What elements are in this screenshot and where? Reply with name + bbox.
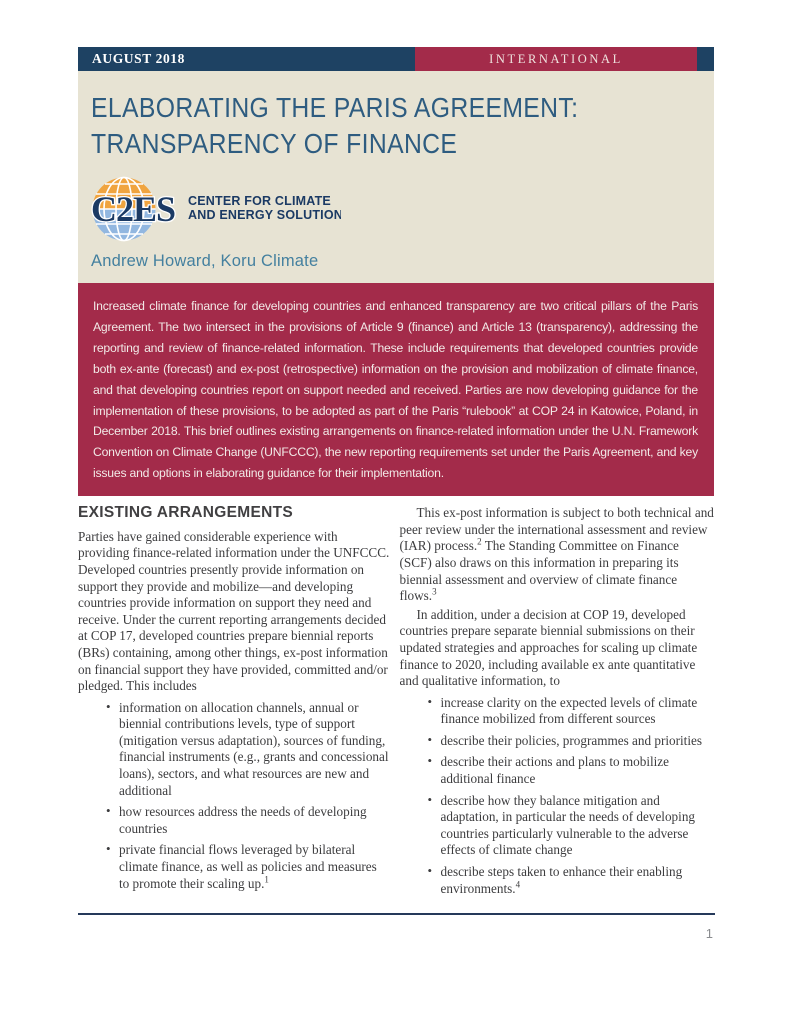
list-item bbox=[400, 864, 715, 897]
bullet-text: how resources address the needs of developing countries bbox=[119, 804, 367, 836]
section-heading: EXISTING ARRANGEMENTS bbox=[78, 504, 293, 522]
abstract-box bbox=[78, 283, 714, 496]
bullet-icon: • bbox=[427, 693, 433, 709]
paragraph-text: The Standing Committee on Finance (SCF) also draws on this information in preparing its biennial assessment and overview of climate finance flows. bbox=[399, 538, 679, 604]
footnote-ref: 2 bbox=[477, 536, 482, 547]
list-item bbox=[400, 695, 715, 728]
bullet-icon: • bbox=[427, 753, 433, 769]
logo-org-line1: CENTER FOR CLIMATE bbox=[188, 194, 331, 208]
list-item bbox=[78, 842, 390, 892]
abstract-text: Increased climate finance for developing countries and enhanced transparency are two critical pillars of the Paris Agreement. The two intersect in the provisions of Article 9 (finance) and Article 13 (transparency), addressing the reporting and review of finance-related information. These include requirements that developed countries provide both ex-ante (forecast) and ex-post (retrospective) information on the provision and mobilization of climate finance, and that developing countries report on support needed and received. Parties are now developing guidance for the implementation of these provisions, to be adopted as part of the Paris “rulebook” at COP 24 in Katowice, Poland, in December 2018. This brief outlines existing arrangements on finance-related information under the U.N. Framework Convention on Climate Change (UNFCCC), the new reporting requirements set under the Paris Agreement, and key issues and options in elaborating guidance for their implementation. bbox=[93, 299, 698, 481]
list-item bbox=[78, 804, 390, 837]
left-column bbox=[78, 505, 390, 902]
bullet-text: increase clarity on the expected levels of climate finance mobilized from different sources bbox=[440, 694, 698, 727]
logo-org-line2: AND ENERGY SOLUTIONS bbox=[188, 208, 341, 222]
bullet-text: describe their actions and plans to mobilize additional finance bbox=[440, 754, 670, 787]
byline: Andrew Howard, Koru Climate bbox=[91, 252, 319, 270]
left-paragraph: Parties have gained considerable experience with providing finance-related information under the UNFCCC. Developed countries presently provide information on support they provide and mobilize—and developing countries provide information on support they need and receive. Under the current reporting arrangements decided at COP 17, developed countries prepare biennial reports (BRs) containing, among other things, ex-post information on financial support they have provided, committed and/or pledged. This includes bbox=[78, 528, 390, 694]
right-bullet-list bbox=[400, 695, 715, 898]
bullet-icon: • bbox=[427, 731, 433, 747]
footnote-ref: 4 bbox=[515, 879, 521, 890]
list-item bbox=[400, 754, 715, 787]
bullet-text: describe their policies, programmes and priorities bbox=[440, 732, 702, 748]
masthead-category: INTERNATIONAL bbox=[415, 47, 697, 71]
masthead-date: AUGUST 2018 bbox=[78, 47, 415, 71]
page-title-line2: TRANSPARENCY OF FINANCE bbox=[91, 128, 458, 159]
footer-rule bbox=[78, 913, 715, 915]
list-item bbox=[400, 793, 715, 859]
masthead-end-block bbox=[697, 47, 714, 71]
c2es-globe-icon bbox=[91, 176, 341, 242]
masthead-bar bbox=[78, 47, 714, 71]
list-item bbox=[400, 733, 715, 750]
bullet-text: describe how they balance mitigation and adaptation, in particular the needs of developing countries particularly vulnerable to the adverse effects of climate change bbox=[440, 792, 696, 858]
c2es-logo bbox=[91, 176, 700, 242]
bullet-text: private financial flows leveraged by bilateral climate finance, as well as policies and measures to promote their scaling up. bbox=[119, 842, 377, 891]
list-item bbox=[78, 700, 390, 800]
right-paragraph-2: In addition, under a decision at COP 19, developed countries prepare separate biennial submissions on their updated strategies and approaches for scaling up climate finance to 2020, including available ex ante quantitative and qualitative information, to bbox=[399, 606, 698, 689]
bullet-icon: • bbox=[106, 841, 111, 857]
bullet-icon: • bbox=[427, 791, 433, 807]
page-title bbox=[91, 90, 639, 162]
footnote-ref: 3 bbox=[432, 586, 437, 597]
page-title-line1: ELABORATING THE PARIS AGREEMENT: bbox=[91, 92, 579, 123]
right-column bbox=[400, 505, 715, 902]
bullet-icon: • bbox=[106, 698, 111, 714]
bullet-icon: • bbox=[106, 803, 111, 819]
logo-acronym: C2ES bbox=[91, 189, 176, 229]
page-number: 1 bbox=[705, 926, 713, 941]
bullet-icon: • bbox=[427, 863, 433, 879]
left-bullet-list bbox=[78, 700, 390, 893]
paragraph-text: This ex-post information is subject to both technical and peer review under the international assessment and review (IAR) process. bbox=[399, 505, 714, 554]
bullet-text: describe steps taken to enhance their enabling environments. bbox=[440, 864, 683, 896]
footnote-ref: 1 bbox=[264, 874, 269, 885]
bullet-text: information on allocation channels, annual or biennial contributions levels, type of support (mitigation versus adaptation), sources of funding, financial instruments (e.g., grants and concessional loans), sectors, and what resources are new and additional bbox=[119, 699, 389, 798]
header-section bbox=[78, 71, 714, 283]
body-columns bbox=[78, 505, 714, 902]
right-paragraph-1 bbox=[400, 505, 715, 605]
